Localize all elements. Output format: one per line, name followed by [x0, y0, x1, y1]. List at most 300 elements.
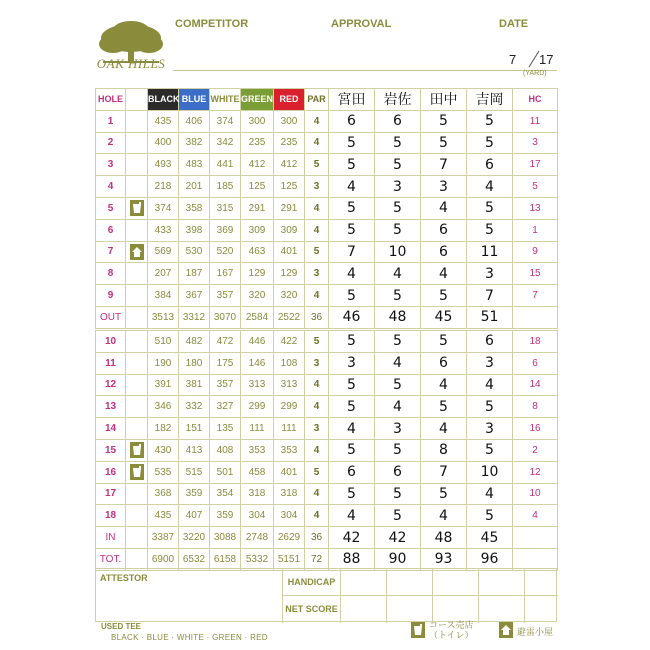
- icon-cell: [126, 418, 148, 440]
- white-yardage: 3070: [210, 306, 241, 328]
- player-score[interactable]: 6: [375, 461, 421, 483]
- hole-header: HOLE: [96, 89, 126, 111]
- green-yardage: 125: [241, 176, 274, 198]
- red-yardage: 2629: [274, 527, 305, 549]
- blue-yardage: 398: [179, 219, 210, 241]
- player-score[interactable]: 6: [421, 241, 467, 263]
- icon-cell: [126, 331, 148, 353]
- hole-number: 3: [96, 154, 126, 176]
- par-value: 4: [305, 439, 329, 461]
- icon-cell: [126, 352, 148, 374]
- hole-row: [96, 418, 558, 440]
- blue-yardage: 483: [179, 154, 210, 176]
- player-score[interactable]: 5: [421, 110, 467, 132]
- player-score[interactable]: 5: [421, 331, 467, 353]
- player-score[interactable]: 5: [375, 331, 421, 353]
- blue-yardage: 3312: [179, 306, 210, 328]
- red-yardage: 129: [274, 263, 305, 285]
- player-score[interactable]: 3: [421, 176, 467, 198]
- white-yardage: 359: [210, 505, 241, 527]
- blue-yardage: 367: [179, 285, 210, 307]
- icon-header: [126, 89, 148, 111]
- green-yardage: 458: [241, 461, 274, 483]
- player-score[interactable]: 4: [467, 483, 513, 505]
- blue-yardage: 358: [179, 197, 210, 219]
- competitor-label: COMPETITOR: [175, 18, 249, 30]
- player-score[interactable]: 4: [421, 263, 467, 285]
- icon-cell: [126, 285, 148, 307]
- handicap-label: HANDICAP: [283, 569, 341, 596]
- player-score[interactable]: 6: [329, 110, 375, 132]
- green-yardage: 235: [241, 132, 274, 154]
- player-score[interactable]: 3: [375, 176, 421, 198]
- icon-cell: [126, 176, 148, 198]
- hole-number: 6: [96, 219, 126, 241]
- green-yardage: 5332: [241, 548, 274, 570]
- hole-row: [96, 331, 558, 353]
- icon-cell: [126, 219, 148, 241]
- cup-shelter-icon: [130, 464, 144, 480]
- black-yardage: 435: [148, 505, 179, 527]
- player-score[interactable]: 96: [467, 548, 513, 570]
- player-score[interactable]: 88: [329, 548, 375, 570]
- handicap-rank: 1: [513, 219, 558, 241]
- blue-yardage: 3220: [179, 527, 210, 549]
- player-score[interactable]: 6: [467, 154, 513, 176]
- white-yardage: 408: [210, 439, 241, 461]
- player-score[interactable]: 5: [421, 396, 467, 418]
- player-score[interactable]: 4: [375, 263, 421, 285]
- player-score[interactable]: 42: [375, 527, 421, 549]
- white-yardage: 441: [210, 154, 241, 176]
- handicap-rank: 3: [513, 132, 558, 154]
- black-yardage: 433: [148, 219, 179, 241]
- white-tee-header: WHITE: [210, 89, 241, 111]
- par-value: 4: [305, 505, 329, 527]
- hole-row: [96, 110, 558, 132]
- icon-cell: [126, 461, 148, 483]
- player-score[interactable]: 4: [329, 505, 375, 527]
- net-score-cell[interactable]: [341, 596, 387, 623]
- black-yardage: 510: [148, 331, 179, 353]
- black-yardage: 190: [148, 352, 179, 374]
- net-score-cell[interactable]: [433, 596, 479, 623]
- hole-number: 12: [96, 374, 126, 396]
- scorecard: [95, 8, 557, 646]
- player-score[interactable]: 4: [467, 374, 513, 396]
- white-yardage: 3088: [210, 527, 241, 549]
- black-yardage: 400: [148, 132, 179, 154]
- green-yardage: 313: [241, 374, 274, 396]
- black-yardage: 368: [148, 483, 179, 505]
- header-line: [173, 70, 557, 71]
- blue-yardage: 6532: [179, 548, 210, 570]
- legend-shop-line2: （トイレ）: [429, 630, 474, 640]
- player-score[interactable]: 51: [467, 306, 513, 328]
- player-score[interactable]: 4: [375, 352, 421, 374]
- player-score[interactable]: 5: [421, 285, 467, 307]
- signature-section: [95, 568, 557, 622]
- green-yardage: 318: [241, 483, 274, 505]
- black-yardage: 384: [148, 285, 179, 307]
- player-score[interactable]: 5: [329, 374, 375, 396]
- par-header: PAR: [305, 89, 329, 111]
- player-score[interactable]: 5: [421, 483, 467, 505]
- player-score[interactable]: 4: [329, 176, 375, 198]
- net-score-cell[interactable]: [387, 596, 433, 623]
- player-score[interactable]: 5: [329, 331, 375, 353]
- par-value: 4: [305, 110, 329, 132]
- hole-row: [96, 154, 558, 176]
- white-yardage: 357: [210, 285, 241, 307]
- shelter-icon: [130, 244, 144, 260]
- handicap-row: [282, 569, 558, 596]
- red-yardage: 412: [274, 154, 305, 176]
- player-score[interactable]: 4: [421, 418, 467, 440]
- total-label: TOT.: [96, 548, 126, 570]
- player-score[interactable]: 3: [467, 352, 513, 374]
- red-yardage: 353: [274, 439, 305, 461]
- used-tee-label: USED TEE: [101, 622, 142, 631]
- hole-number: 14: [96, 418, 126, 440]
- black-yardage: 374: [148, 197, 179, 219]
- player-score[interactable]: 6: [329, 461, 375, 483]
- black-yardage: 391: [148, 374, 179, 396]
- handicap-rank: 7: [513, 285, 558, 307]
- red-yardage: 401: [274, 241, 305, 263]
- player-score[interactable]: 3: [329, 352, 375, 374]
- hole-row: [96, 241, 558, 263]
- player-score[interactable]: 5: [375, 439, 421, 461]
- player-score[interactable]: 5: [329, 197, 375, 219]
- par-value: 5: [305, 461, 329, 483]
- approval-label: APPROVAL: [331, 18, 392, 30]
- white-yardage: 374: [210, 110, 241, 132]
- handicap-rank: 11: [513, 110, 558, 132]
- handicap-rank: 2: [513, 439, 558, 461]
- green-yardage: 463: [241, 241, 274, 263]
- player-score[interactable]: 45: [421, 306, 467, 328]
- white-yardage: 501: [210, 461, 241, 483]
- player-score[interactable]: 5: [375, 132, 421, 154]
- handicap-rank: 13: [513, 197, 558, 219]
- player-score[interactable]: 5: [375, 374, 421, 396]
- icon-cell: [126, 263, 148, 285]
- red-yardage: 318: [274, 483, 305, 505]
- player-score[interactable]: 5: [329, 396, 375, 418]
- player-score[interactable]: 6: [421, 352, 467, 374]
- hole-number: 17: [96, 483, 126, 505]
- red-yardage: 235: [274, 132, 305, 154]
- player-score[interactable]: 4: [421, 197, 467, 219]
- player-name: 宮田: [329, 89, 375, 111]
- player-score[interactable]: 4: [329, 263, 375, 285]
- player-score[interactable]: 4: [329, 418, 375, 440]
- player-score[interactable]: 11: [467, 241, 513, 263]
- legend-shop-line1: コース売店: [429, 620, 474, 630]
- hole-row: [96, 197, 558, 219]
- hole-number: 15: [96, 439, 126, 461]
- green-yardage: 291: [241, 197, 274, 219]
- handicap-cell[interactable]: [341, 569, 387, 596]
- hole-number: 1: [96, 110, 126, 132]
- player-score[interactable]: 93: [421, 548, 467, 570]
- icon-cell: [126, 439, 148, 461]
- date-day: 17: [539, 52, 554, 67]
- hole-number: 5: [96, 197, 126, 219]
- hole-row: [96, 461, 558, 483]
- cup-icon: [130, 442, 144, 458]
- red-yardage: 5151: [274, 548, 305, 570]
- red-yardage: 108: [274, 352, 305, 374]
- player-score[interactable]: 10: [375, 241, 421, 263]
- red-yardage: 304: [274, 505, 305, 527]
- green-yardage: 446: [241, 331, 274, 353]
- total-row: [96, 548, 558, 570]
- blue-yardage: 382: [179, 132, 210, 154]
- white-yardage: 6158: [210, 548, 241, 570]
- par-value: 4: [305, 483, 329, 505]
- red-yardage: 111: [274, 418, 305, 440]
- hole-number: 4: [96, 176, 126, 198]
- red-yardage: 313: [274, 374, 305, 396]
- player-score[interactable]: 6: [375, 110, 421, 132]
- blue-yardage: 530: [179, 241, 210, 263]
- player-score[interactable]: 10: [467, 461, 513, 483]
- total-row: [96, 527, 558, 549]
- icon-cell: [126, 132, 148, 154]
- handicap-rank: 5: [513, 176, 558, 198]
- green-yardage: 412: [241, 154, 274, 176]
- par-value: 5: [305, 331, 329, 353]
- blue-tee-header: BLUE: [179, 89, 210, 111]
- player-score[interactable]: 5: [375, 483, 421, 505]
- player-name: 吉岡: [467, 89, 513, 111]
- player-score[interactable]: 42: [329, 527, 375, 549]
- blue-yardage: 180: [179, 352, 210, 374]
- player-score[interactable]: 5: [467, 197, 513, 219]
- player-score[interactable]: 5: [329, 219, 375, 241]
- hole-number: 7: [96, 241, 126, 263]
- handicap-rank: 18: [513, 331, 558, 353]
- legend-shop: [429, 620, 474, 640]
- black-yardage: 493: [148, 154, 179, 176]
- black-yardage: 569: [148, 241, 179, 263]
- hole-row: [96, 219, 558, 241]
- handicap-rank: 17: [513, 154, 558, 176]
- handicap-rank: 6: [513, 352, 558, 374]
- player-score[interactable]: 90: [375, 548, 421, 570]
- player-name: 岩佐: [375, 89, 421, 111]
- blue-yardage: 332: [179, 396, 210, 418]
- hole-number: 2: [96, 132, 126, 154]
- green-yardage: 111: [241, 418, 274, 440]
- player-score[interactable]: 3: [467, 418, 513, 440]
- handicap-rank: 12: [513, 461, 558, 483]
- red-yardage: 320: [274, 285, 305, 307]
- black-yardage: 218: [148, 176, 179, 198]
- par-value: 4: [305, 219, 329, 241]
- player-score[interactable]: 5: [467, 439, 513, 461]
- player-score[interactable]: 3: [375, 418, 421, 440]
- par-value: 4: [305, 396, 329, 418]
- hole-row: [96, 132, 558, 154]
- hole-row: [96, 263, 558, 285]
- player-score[interactable]: 5: [467, 396, 513, 418]
- blue-yardage: 515: [179, 461, 210, 483]
- par-value: 3: [305, 352, 329, 374]
- blue-yardage: 406: [179, 110, 210, 132]
- black-yardage: 207: [148, 263, 179, 285]
- player-name: 田中: [421, 89, 467, 111]
- handicap-rank: 9: [513, 241, 558, 263]
- used-tee-list: BLACK · BLUE · WHITE · GREEN · RED: [111, 633, 268, 642]
- player-score[interactable]: 5: [375, 285, 421, 307]
- green-yardage: 309: [241, 219, 274, 241]
- icon-cell: [126, 527, 148, 549]
- player-score[interactable]: 6: [421, 219, 467, 241]
- blue-yardage: 201: [179, 176, 210, 198]
- player-score[interactable]: 7: [421, 461, 467, 483]
- handicap-rank: [513, 548, 558, 570]
- total-label: OUT: [96, 306, 126, 328]
- icon-cell: [126, 154, 148, 176]
- handicap-rank: 10: [513, 483, 558, 505]
- hole-number: 8: [96, 263, 126, 285]
- player-score[interactable]: 5: [375, 154, 421, 176]
- white-yardage: 472: [210, 331, 241, 353]
- handicap-rank: 15: [513, 263, 558, 285]
- par-value: 72: [305, 548, 329, 570]
- player-score[interactable]: 5: [467, 505, 513, 527]
- handicap-rank: 4: [513, 505, 558, 527]
- hole-row: [96, 483, 558, 505]
- player-score[interactable]: 5: [329, 285, 375, 307]
- hole-row: [96, 285, 558, 307]
- black-yardage: 3513: [148, 306, 179, 328]
- white-yardage: 354: [210, 483, 241, 505]
- blue-yardage: 359: [179, 483, 210, 505]
- handicap-cell[interactable]: [479, 569, 525, 596]
- par-value: 3: [305, 418, 329, 440]
- blue-yardage: 413: [179, 439, 210, 461]
- player-score[interactable]: 4: [421, 505, 467, 527]
- player-score[interactable]: 5: [375, 505, 421, 527]
- par-value: 4: [305, 285, 329, 307]
- header-row: [96, 89, 558, 111]
- red-yardage: 300: [274, 110, 305, 132]
- cup-icon: [130, 200, 144, 216]
- hole-row: [96, 505, 558, 527]
- handicap-rank: 14: [513, 374, 558, 396]
- white-yardage: 185: [210, 176, 241, 198]
- icon-cell: [126, 197, 148, 219]
- player-score[interactable]: 8: [421, 439, 467, 461]
- icon-cell: [126, 548, 148, 570]
- blue-yardage: 407: [179, 505, 210, 527]
- attestor-label: ATTESTOR: [100, 573, 148, 583]
- green-yardage: 146: [241, 352, 274, 374]
- player-score[interactable]: 7: [329, 241, 375, 263]
- blue-yardage: 151: [179, 418, 210, 440]
- black-yardage: 6900: [148, 548, 179, 570]
- red-yardage: 291: [274, 197, 305, 219]
- player-score[interactable]: 5: [467, 132, 513, 154]
- player-score[interactable]: 7: [467, 285, 513, 307]
- net-score-cell[interactable]: [479, 596, 525, 623]
- par-value: 5: [305, 241, 329, 263]
- red-yardage: 299: [274, 396, 305, 418]
- hole-row: [96, 374, 558, 396]
- black-yardage: 430: [148, 439, 179, 461]
- white-yardage: 357: [210, 374, 241, 396]
- handicap-cell[interactable]: [387, 569, 433, 596]
- player-score[interactable]: 4: [421, 374, 467, 396]
- icon-cell: [126, 306, 148, 328]
- hole-row: [96, 396, 558, 418]
- handicap-rank: 8: [513, 396, 558, 418]
- white-yardage: 327: [210, 396, 241, 418]
- player-score[interactable]: 6: [467, 331, 513, 353]
- player-score[interactable]: 3: [467, 263, 513, 285]
- player-score[interactable]: 5: [329, 132, 375, 154]
- hole-row: [96, 176, 558, 198]
- player-score[interactable]: 5: [329, 154, 375, 176]
- hole-number: 11: [96, 352, 126, 374]
- handicap-rank: [513, 306, 558, 328]
- icon-cell: [126, 241, 148, 263]
- player-score[interactable]: 5: [421, 132, 467, 154]
- blue-yardage: 381: [179, 374, 210, 396]
- green-yardage: 299: [241, 396, 274, 418]
- player-score[interactable]: 46: [329, 306, 375, 328]
- red-yardage: 422: [274, 331, 305, 353]
- hole-number: 9: [96, 285, 126, 307]
- white-yardage: 315: [210, 197, 241, 219]
- player-score[interactable]: 5: [375, 197, 421, 219]
- white-yardage: 167: [210, 263, 241, 285]
- yard-note: (YARD): [523, 70, 547, 77]
- par-value: 3: [305, 176, 329, 198]
- handicap-cell[interactable]: [433, 569, 479, 596]
- player-score[interactable]: 48: [375, 306, 421, 328]
- player-score[interactable]: 45: [467, 527, 513, 549]
- green-yardage: 353: [241, 439, 274, 461]
- icon-cell: [126, 505, 148, 527]
- player-score[interactable]: 5: [467, 219, 513, 241]
- player-score[interactable]: 7: [421, 154, 467, 176]
- player-score[interactable]: 5: [375, 219, 421, 241]
- player-score[interactable]: 4: [375, 396, 421, 418]
- par-value: 4: [305, 374, 329, 396]
- net-score-label: NET SCORE: [283, 596, 341, 623]
- player-score[interactable]: 48: [421, 527, 467, 549]
- black-yardage: 435: [148, 110, 179, 132]
- green-yardage: 304: [241, 505, 274, 527]
- icon-cell: [126, 374, 148, 396]
- player-score[interactable]: 5: [329, 483, 375, 505]
- player-score[interactable]: 5: [329, 439, 375, 461]
- player-score[interactable]: 4: [467, 176, 513, 198]
- green-yardage: 129: [241, 263, 274, 285]
- black-tee-header: BLACK: [148, 89, 179, 111]
- green-yardage: 2748: [241, 527, 274, 549]
- total-row: [96, 306, 558, 328]
- hole-number: 10: [96, 331, 126, 353]
- green-yardage: 300: [241, 110, 274, 132]
- green-yardage: 2584: [241, 306, 274, 328]
- player-score[interactable]: 5: [467, 110, 513, 132]
